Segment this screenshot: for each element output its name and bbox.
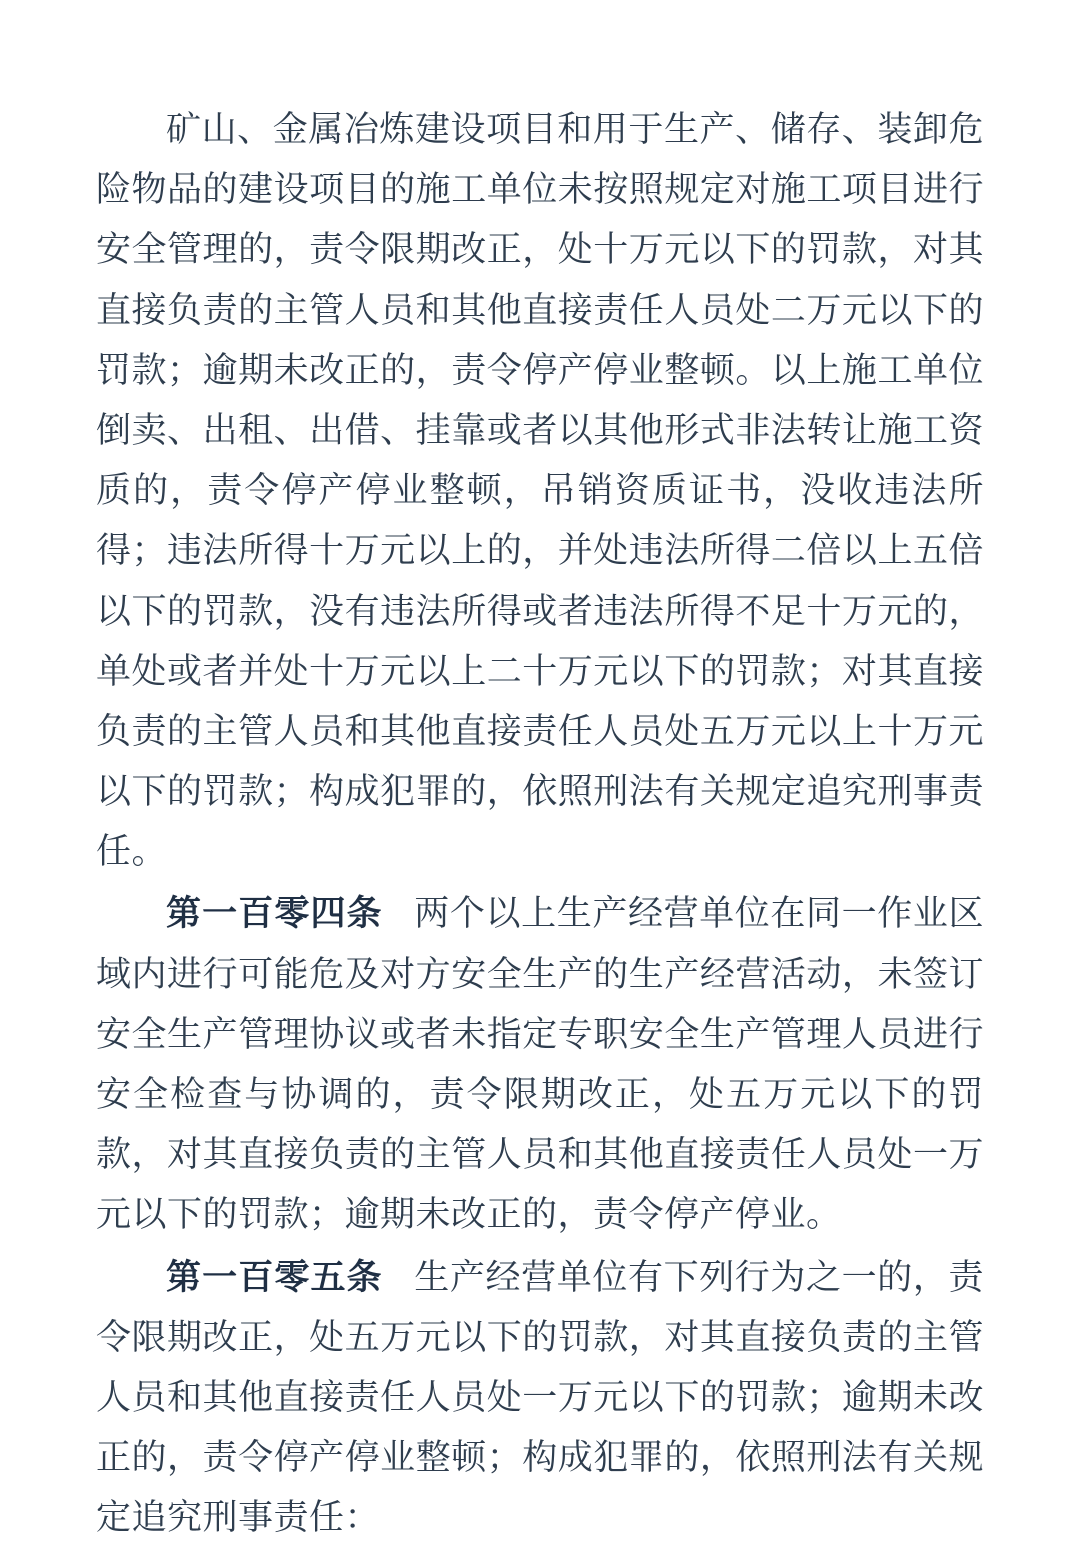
document-text-body [96, 100, 984, 1549]
article-label-104: 第一百零四条 [166, 894, 383, 934]
paragraph-text: 矿山、金属冶炼建设项目和用于生产、储存、装卸危险物品的建设项目的施工单位未按照规定对施工项目进行安全管理的，责令限期改正，处十万元以下的罚款，对其直接负责的主管人员和其他直接责任人员处二万元以下的罚款；逾期未改正的，责令停产停业整顿。以上施工单位倒卖、出租、出借、挂靠或者以其他形式非法转让施工资质的，责令停产停业整顿，吊销资质证书，没收违法所得；违法所得十万元以上的，并处违法所得二倍以上五倍以下的罚款，没有违法所得或者违法所得不足十万元的，单处或者并处十万元以上二十万元以下的罚款；对其直接负责的主管人员和其他直接责任人员处五万元以上十万元以下的罚款；构成犯罪的，依照刑法有关规定追究刑事责任。 [96, 110, 984, 872]
article-label-105: 第一百零五条 [166, 1257, 383, 1297]
paragraph-mining-smelting [96, 100, 984, 882]
paragraph-text: 两个以上生产经营单位在同一作业区域内进行可能危及对方安全生产的生产经营活动，未签订安全生产管理协议或者未指定专职安全生产管理人员进行安全检查与协调的，责令限期改正，处五万元以下的罚款，对其直接负责的主管人员和其他直接责任人员处一万元以下的罚款；逾期未改正的，责令停产停业。 [96, 894, 984, 1235]
paragraph-article-105 [96, 1248, 984, 1549]
paragraph-text: 生产经营单位有下列行为之一的，责令限期改正，处五万元以下的罚款，对其直接负责的主管人员和其他直接责任人员处一万元以下的罚款；逾期未改正的，责令停产停业整顿；构成犯罪的，依照刑法有关规定追究刑事责任： [96, 1257, 984, 1538]
paragraph-article-104 [96, 884, 984, 1245]
